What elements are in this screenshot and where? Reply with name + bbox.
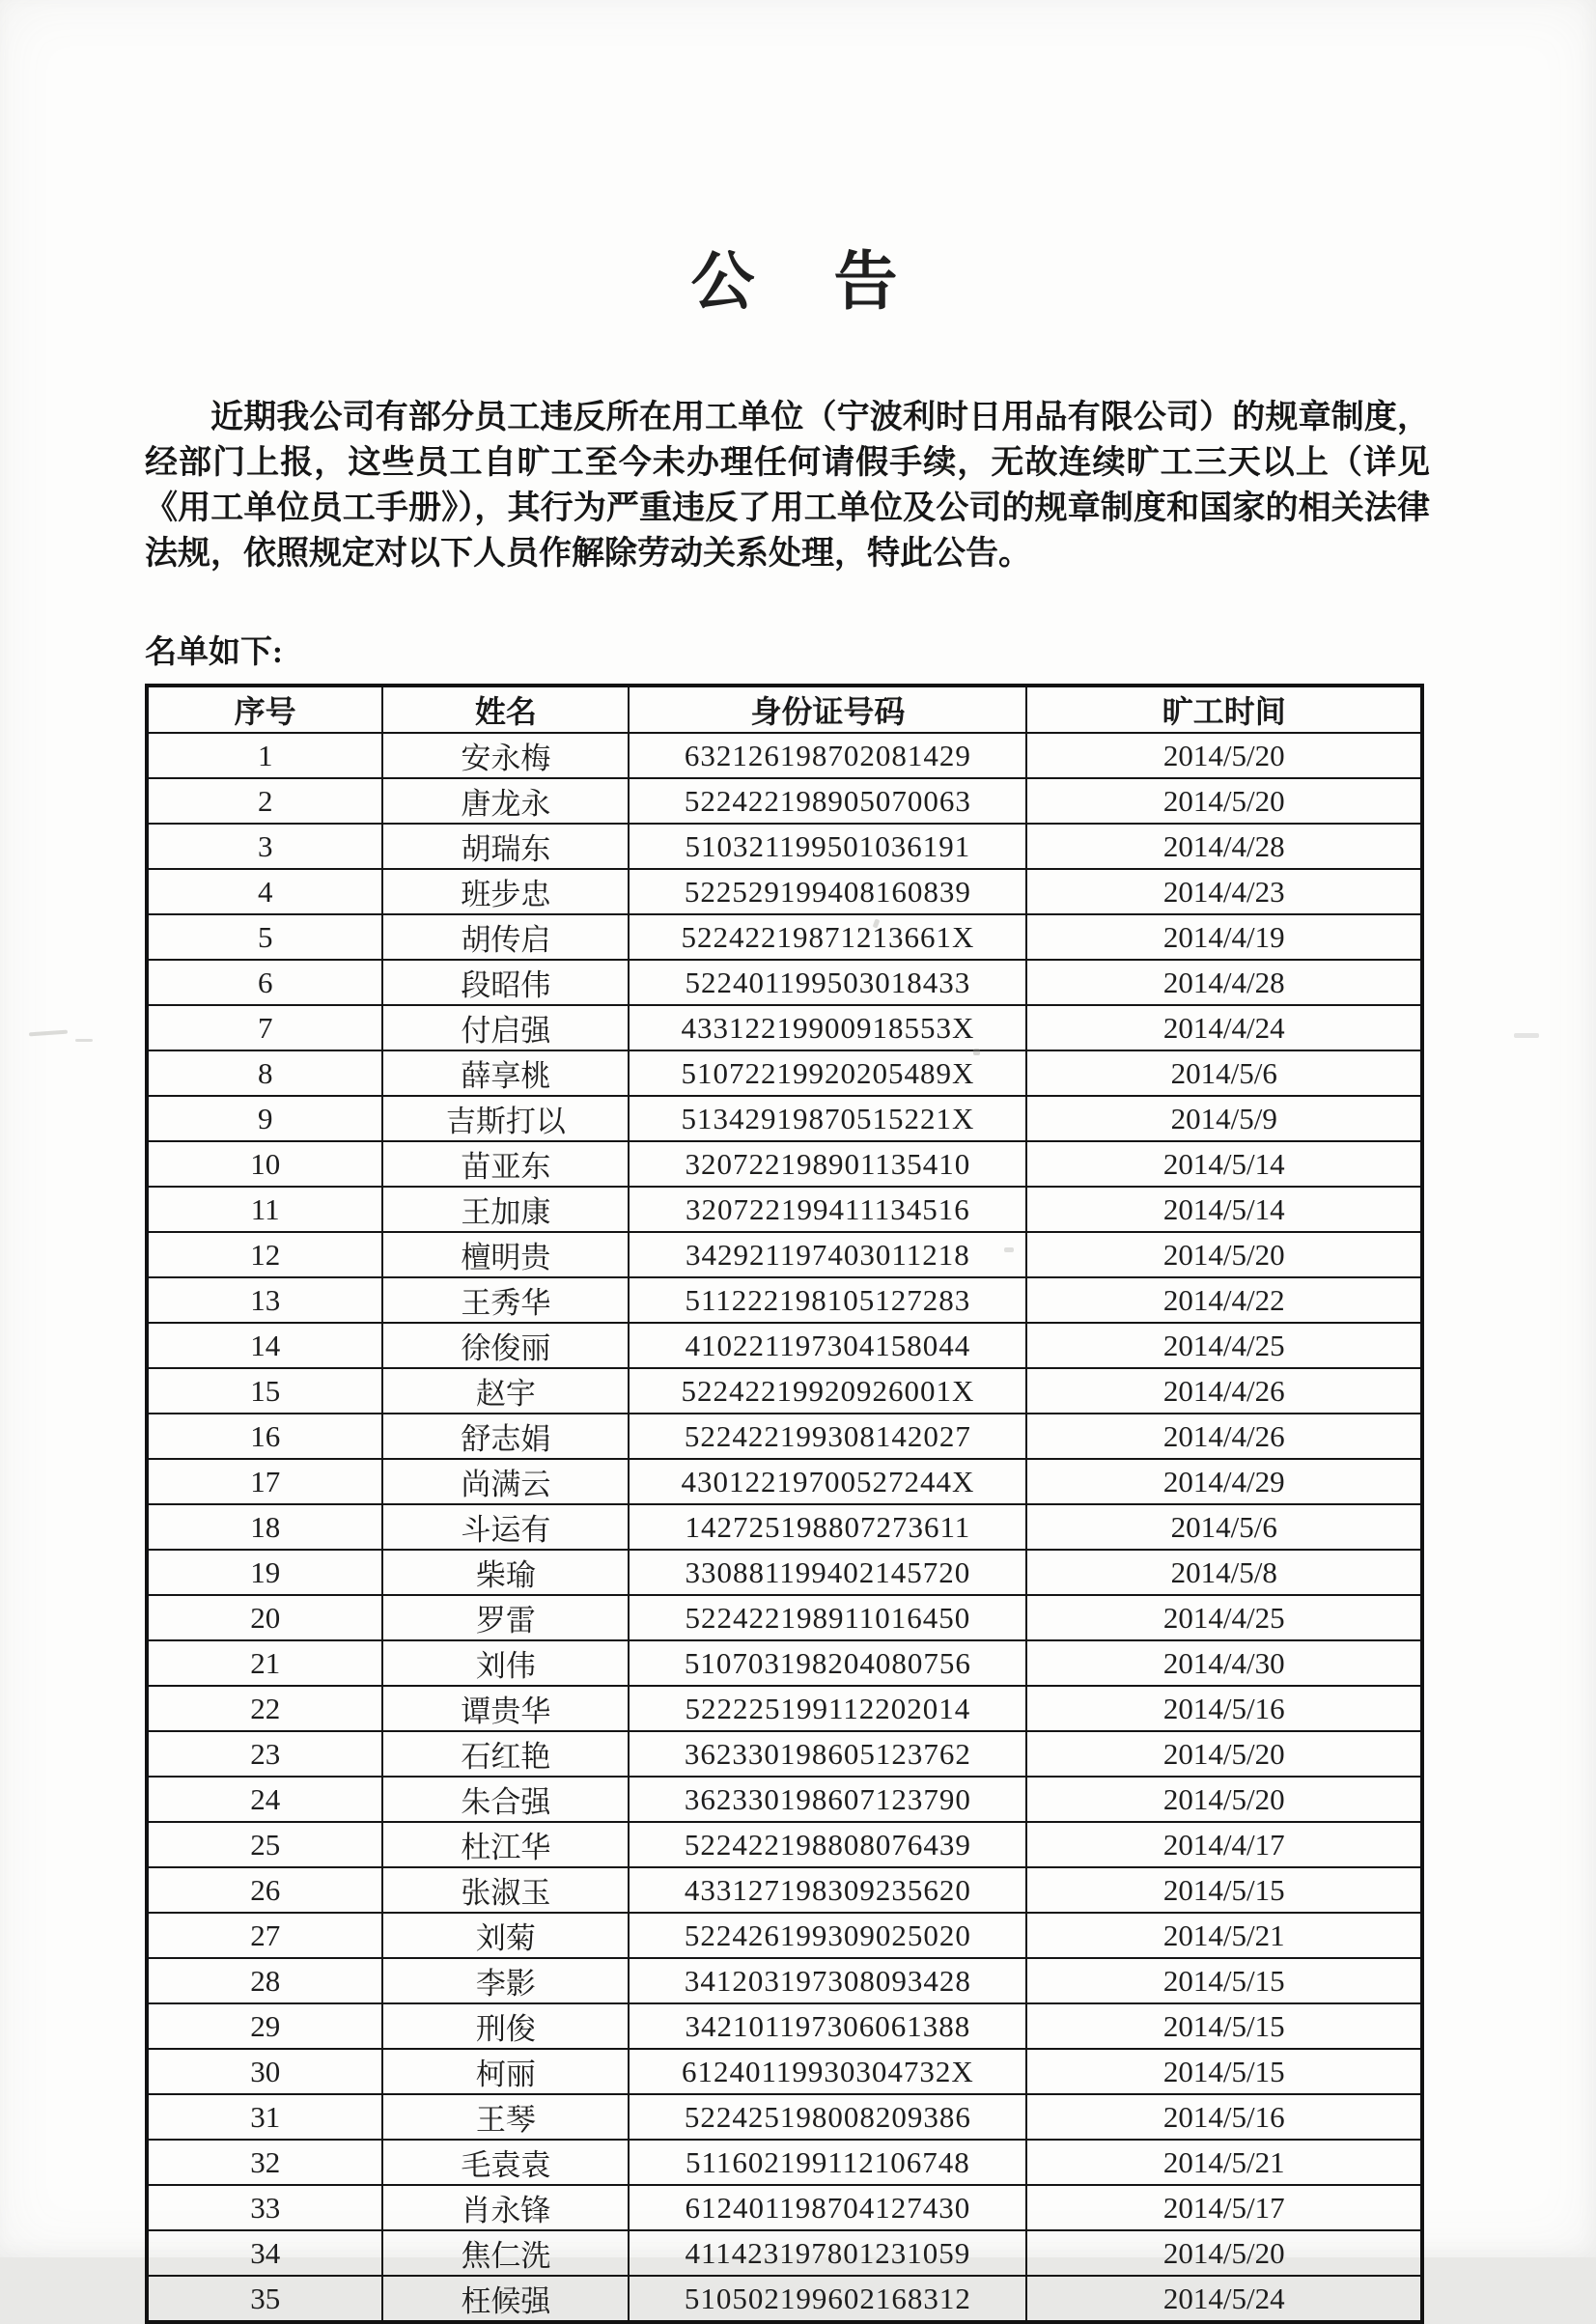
index-cell: 23 (147, 1731, 382, 1777)
name-cell: 尚满云 (382, 1459, 629, 1504)
index-cell: 11 (147, 1187, 382, 1232)
table-row (147, 1277, 1422, 1323)
table-row (147, 1414, 1422, 1459)
id-number-cell: 632126198702081429 (629, 733, 1026, 778)
table-row (147, 1323, 1422, 1368)
column-header-name: 姓名 (382, 686, 629, 733)
index-cell: 25 (147, 1822, 382, 1867)
table-row (147, 2003, 1422, 2049)
index-cell: 14 (147, 1323, 382, 1368)
absence-date-cell: 2014/4/25 (1026, 1323, 1422, 1368)
name-cell: 杜江华 (382, 1822, 629, 1867)
absence-date-cell: 2014/4/22 (1026, 1277, 1422, 1323)
table-row (147, 1050, 1422, 1096)
table-row (147, 1005, 1422, 1050)
index-cell: 5 (147, 914, 382, 960)
id-number-cell: 522529199408160839 (629, 869, 1026, 914)
name-cell: 刘伟 (382, 1640, 629, 1686)
name-cell: 罗雷 (382, 1595, 629, 1640)
absence-date-cell: 2014/5/20 (1026, 2230, 1422, 2276)
absence-date-cell: 2014/4/25 (1026, 1595, 1422, 1640)
absence-date-cell: 2014/4/29 (1026, 1459, 1422, 1504)
name-cell: 斗运有 (382, 1504, 629, 1550)
column-header-absence-date: 旷工时间 (1026, 686, 1422, 733)
index-cell: 13 (147, 1277, 382, 1323)
name-cell: 李影 (382, 1958, 629, 2003)
id-number-cell: 510502199602168312 (629, 2276, 1026, 2322)
name-cell: 张淑玉 (382, 1867, 629, 1913)
index-cell: 21 (147, 1640, 382, 1686)
table-row (147, 1550, 1422, 1595)
table-row (147, 1595, 1422, 1640)
name-cell: 檀明贵 (382, 1232, 629, 1277)
absence-date-cell: 2014/5/20 (1026, 778, 1422, 824)
index-cell: 18 (147, 1504, 382, 1550)
notice-body-paragraph: 近期我公司有部分员工违反所在用工单位（宁波利时日用品有限公司）的规章制度，经部门上报，这些员工自旷工至今未办理任何请假手续，无故连续旷工三天以上（详见《用工单位员工手册》），其行为严重违反了用工单位及公司的规章制度和国家的相关法律法规，依照规定对以下人员作解除劳动关系处理，特此公告。 (145, 400, 1430, 572)
index-cell: 2 (147, 778, 382, 824)
column-header-id-number: 身份证号码 (629, 686, 1026, 733)
table-row (147, 1096, 1422, 1141)
id-number-cell: 43312219900918553X (629, 1005, 1026, 1050)
absence-date-cell: 2014/4/24 (1026, 1005, 1422, 1050)
table-row (147, 1504, 1422, 1550)
id-number-cell: 511222198105127283 (629, 1277, 1026, 1323)
id-number-cell: 320722198901135410 (629, 1141, 1026, 1187)
id-number-cell: 410221197304158044 (629, 1323, 1026, 1368)
name-cell: 段昭伟 (382, 960, 629, 1005)
absence-date-cell: 2014/5/20 (1026, 733, 1422, 778)
index-cell: 16 (147, 1414, 382, 1459)
name-cell: 吉斯打以 (382, 1096, 629, 1141)
index-cell: 33 (147, 2185, 382, 2230)
name-cell: 舒志娟 (382, 1414, 629, 1459)
name-cell: 毛袁袁 (382, 2140, 629, 2185)
name-cell: 胡瑞东 (382, 824, 629, 869)
table-row (147, 869, 1422, 914)
id-number-cell: 522426199309025020 (629, 1913, 1026, 1958)
name-cell: 王琴 (382, 2094, 629, 2140)
absence-date-cell: 2014/4/30 (1026, 1640, 1422, 1686)
scan-artifact (1514, 1033, 1539, 1038)
name-cell: 王加康 (382, 1187, 629, 1232)
index-cell: 31 (147, 2094, 382, 2140)
name-cell: 焦仁洗 (382, 2230, 629, 2276)
roster-table (145, 684, 1424, 2324)
table-row (147, 1867, 1422, 1913)
id-number-cell: 522425198008209386 (629, 2094, 1026, 2140)
absence-date-cell: 2014/4/26 (1026, 1368, 1422, 1414)
name-cell: 付启强 (382, 1005, 629, 1050)
id-number-cell: 341203197308093428 (629, 1958, 1026, 2003)
absence-date-cell: 2014/4/19 (1026, 914, 1422, 960)
index-cell: 15 (147, 1368, 382, 1414)
table-row (147, 1913, 1422, 1958)
absence-date-cell: 2014/5/15 (1026, 1867, 1422, 1913)
table-row (147, 1731, 1422, 1777)
absence-date-cell: 2014/4/17 (1026, 1822, 1422, 1867)
id-number-cell: 51342919870515221X (629, 1096, 1026, 1141)
name-cell: 刘菊 (382, 1913, 629, 1958)
table-row (147, 960, 1422, 1005)
id-number-cell: 522422198911016450 (629, 1595, 1026, 1640)
index-cell: 7 (147, 1005, 382, 1050)
name-cell: 王秀华 (382, 1277, 629, 1323)
id-number-cell: 510321199501036191 (629, 824, 1026, 869)
id-number-cell: 52242219871213661X (629, 914, 1026, 960)
table-row (147, 1459, 1422, 1504)
index-cell: 30 (147, 2049, 382, 2094)
table-row (147, 733, 1422, 778)
index-cell: 32 (147, 2140, 382, 2185)
name-cell: 唐龙永 (382, 778, 629, 824)
absence-date-cell: 2014/5/15 (1026, 2049, 1422, 2094)
id-number-cell: 142725198807273611 (629, 1504, 1026, 1550)
index-cell: 26 (147, 1867, 382, 1913)
id-number-cell: 362330198605123762 (629, 1731, 1026, 1777)
absence-date-cell: 2014/5/9 (1026, 1096, 1422, 1141)
id-number-cell: 342101197306061388 (629, 2003, 1026, 2049)
id-number-cell: 433127198309235620 (629, 1867, 1026, 1913)
table-row (147, 914, 1422, 960)
absence-date-cell: 2014/5/16 (1026, 2094, 1422, 2140)
index-cell: 34 (147, 2230, 382, 2276)
id-number-cell: 522422199308142027 (629, 1414, 1026, 1459)
name-cell: 安永梅 (382, 733, 629, 778)
absence-date-cell: 2014/4/28 (1026, 960, 1422, 1005)
table-row (147, 2094, 1422, 2140)
absence-date-cell: 2014/5/14 (1026, 1141, 1422, 1187)
table-row (147, 1368, 1422, 1414)
name-cell: 枉候强 (382, 2276, 629, 2322)
name-cell: 班步忠 (382, 869, 629, 914)
table-row (147, 2049, 1422, 2094)
id-number-cell: 43012219700527244X (629, 1459, 1026, 1504)
absence-date-cell: 2014/5/20 (1026, 1777, 1422, 1822)
table-row (147, 2276, 1422, 2322)
name-cell: 柴瑜 (382, 1550, 629, 1595)
index-cell: 8 (147, 1050, 382, 1096)
table-row (147, 1686, 1422, 1731)
name-cell: 肖永锋 (382, 2185, 629, 2230)
notice-title: 公 告 (690, 247, 906, 318)
roster-table-header-row (147, 686, 1422, 733)
name-cell: 赵宇 (382, 1368, 629, 1414)
name-cell: 徐俊丽 (382, 1323, 629, 1368)
id-number-cell: 52242219920926001X (629, 1368, 1026, 1414)
roster-table-body (147, 733, 1422, 2322)
absence-date-cell: 2014/5/15 (1026, 1958, 1422, 2003)
id-number-cell: 411423197801231059 (629, 2230, 1026, 2276)
scan-artifact (973, 1049, 980, 1055)
id-number-cell: 61240119930304732X (629, 2049, 1026, 2094)
absence-date-cell: 2014/4/28 (1026, 824, 1422, 869)
id-number-cell: 522225199112202014 (629, 1686, 1026, 1731)
index-cell: 6 (147, 960, 382, 1005)
name-cell: 石红艳 (382, 1731, 629, 1777)
table-row (147, 1640, 1422, 1686)
id-number-cell: 51072219920205489X (629, 1050, 1026, 1096)
id-number-cell: 362330198607123790 (629, 1777, 1026, 1822)
index-cell: 24 (147, 1777, 382, 1822)
table-row (147, 1777, 1422, 1822)
table-row (147, 824, 1422, 869)
scan-artifact (29, 1030, 68, 1037)
index-cell: 3 (147, 824, 382, 869)
scan-artifact (75, 1039, 93, 1042)
absence-date-cell: 2014/5/14 (1026, 1187, 1422, 1232)
absence-date-cell: 2014/5/20 (1026, 1232, 1422, 1277)
index-cell: 19 (147, 1550, 382, 1595)
id-number-cell: 612401198704127430 (629, 2185, 1026, 2230)
absence-date-cell: 2014/5/24 (1026, 2276, 1422, 2322)
absence-date-cell: 2014/5/20 (1026, 1731, 1422, 1777)
table-row (147, 778, 1422, 824)
table-row (147, 1141, 1422, 1187)
index-cell: 1 (147, 733, 382, 778)
absence-date-cell: 2014/5/15 (1026, 2003, 1422, 2049)
index-cell: 10 (147, 1141, 382, 1187)
roster-list-label: 名单如下: (145, 635, 283, 670)
absence-date-cell: 2014/5/8 (1026, 1550, 1422, 1595)
absence-date-cell: 2014/4/26 (1026, 1414, 1422, 1459)
index-cell: 27 (147, 1913, 382, 1958)
table-row (147, 2140, 1422, 2185)
absence-date-cell: 2014/5/21 (1026, 2140, 1422, 2185)
index-cell: 35 (147, 2276, 382, 2322)
absence-date-cell: 2014/5/16 (1026, 1686, 1422, 1731)
table-row (147, 1187, 1422, 1232)
index-cell: 17 (147, 1459, 382, 1504)
absence-date-cell: 2014/4/23 (1026, 869, 1422, 914)
id-number-cell: 510703198204080756 (629, 1640, 1026, 1686)
id-number-cell: 342921197403011218 (629, 1232, 1026, 1277)
column-header-index: 序号 (147, 686, 382, 733)
absence-date-cell: 2014/5/17 (1026, 2185, 1422, 2230)
scan-artifact (1004, 1247, 1014, 1252)
index-cell: 12 (147, 1232, 382, 1277)
table-row (147, 1822, 1422, 1867)
absence-date-cell: 2014/5/6 (1026, 1504, 1422, 1550)
index-cell: 28 (147, 1958, 382, 2003)
id-number-cell: 522422198905070063 (629, 778, 1026, 824)
index-cell: 22 (147, 1686, 382, 1731)
id-number-cell: 330881199402145720 (629, 1550, 1026, 1595)
table-row (147, 1232, 1422, 1277)
name-cell: 胡传启 (382, 914, 629, 960)
index-cell: 9 (147, 1096, 382, 1141)
id-number-cell: 320722199411134516 (629, 1187, 1026, 1232)
absence-date-cell: 2014/5/6 (1026, 1050, 1422, 1096)
name-cell: 刑俊 (382, 2003, 629, 2049)
name-cell: 薛享桃 (382, 1050, 629, 1096)
table-row (147, 1958, 1422, 2003)
index-cell: 20 (147, 1595, 382, 1640)
absence-date-cell: 2014/5/21 (1026, 1913, 1422, 1958)
name-cell: 谭贵华 (382, 1686, 629, 1731)
table-row (147, 2185, 1422, 2230)
name-cell: 朱合强 (382, 1777, 629, 1822)
name-cell: 柯丽 (382, 2049, 629, 2094)
table-row (147, 2230, 1422, 2276)
name-cell: 苗亚东 (382, 1141, 629, 1187)
index-cell: 29 (147, 2003, 382, 2049)
index-cell: 4 (147, 869, 382, 914)
id-number-cell: 511602199112106748 (629, 2140, 1026, 2185)
id-number-cell: 522401199503018433 (629, 960, 1026, 1005)
id-number-cell: 522422198808076439 (629, 1822, 1026, 1867)
